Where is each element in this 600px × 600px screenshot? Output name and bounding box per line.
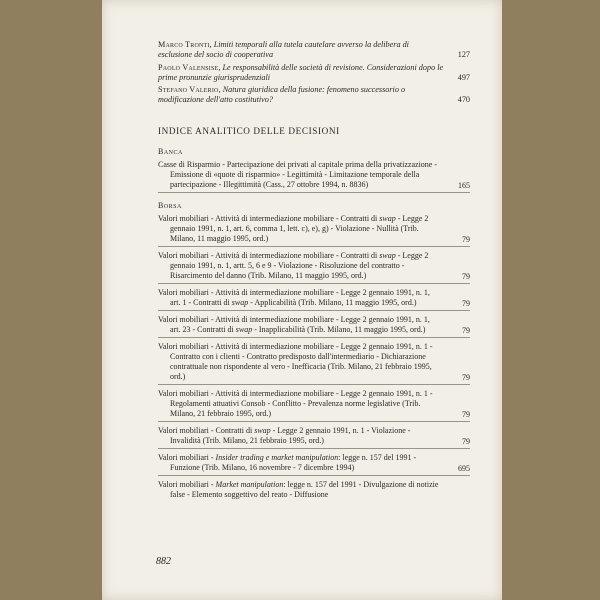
category-heading-banca: Banca <box>158 146 183 156</box>
page-number: 79 <box>462 271 470 281</box>
decision-text: Valori mobiliari - Attività di intermediazione mobiliare - Contratti di <box>158 213 380 223</box>
decision-entry <box>158 426 470 449</box>
author-entry: Stefano Valerio, Natura giuridica della fusione: fenomeno successorio o modificazione dell'atto costitutivo? 470 <box>158 85 470 105</box>
decision-text: - Legge 2 gennaio 1991, n. 1, art. 6, comma 1, lett. c), e), g) - Violazione - Nullità (Trib. Milano, 11 maggio 1995, ord.) <box>170 213 429 243</box>
decision-entry <box>158 342 470 385</box>
decision-italic: Market manipulation <box>215 479 284 489</box>
decision-text: Valori mobiliari - Attività di intermediazione mobiliare - Legge 2 gennaio 1991, n. 1, art. 1 - Contratti di <box>158 287 430 307</box>
decision-text: Valori mobiliari - <box>158 452 216 462</box>
decision-text: : legge n. 157 del 1991 - Divulgazione di notizie false - Elemento soggettivo del reato - Diffusione <box>170 479 439 499</box>
author-name: Marco Tronti <box>158 40 210 49</box>
decision-entry <box>158 315 470 338</box>
decision-text: - Legge 2 gennaio 1991, n. 1 - Violazione - Invalidità (Trib. Milano, 21 febbraio 1995, ord.) <box>170 425 411 445</box>
decision-entry <box>158 453 470 476</box>
decision-italic: Insider trading e market manipulation <box>215 452 339 462</box>
page-number: 79 <box>462 234 470 244</box>
author-title: Limiti temporali alla tutela cautelare avverso la delibera di esclusione del socio di cooperativa <box>158 40 409 60</box>
page-number: 79 <box>462 372 470 382</box>
author-title: Le responsabilità delle società di revisione. Considerazioni dopo le prime pronunzie giurisprudenziali <box>158 62 444 82</box>
page-number: 79 <box>462 409 470 419</box>
author-name: Paolo Valensise <box>158 62 219 72</box>
author-name: Stefano Valerio <box>158 85 219 95</box>
decision-entry <box>158 251 470 284</box>
decision-entry <box>158 214 470 247</box>
page-number: 470 <box>457 95 470 105</box>
category-heading-borsa: Borsa <box>158 200 182 210</box>
book-page <box>102 0 502 600</box>
decision-entry <box>158 480 470 502</box>
page-number: 165 <box>458 180 470 190</box>
decision-italic: swap <box>254 425 271 435</box>
decision-text: Valori mobiliari - Attività di intermediazione mobiliare - Contratti di <box>158 250 380 260</box>
decision-text: : legge n. 157 del 1991 - Funzione (Trib. Milano, 16 novembre - 7 dicembre 1994) <box>170 452 417 472</box>
decision-text: - Legge 2 gennaio 1991, n. 1, artt. 5, 6 e 9 - Violazione - Risoluzione del contratto - Risarcimento del danno (Trib. Milano, 11 maggio 1995, ord.) <box>170 250 429 280</box>
index-title: INDICE ANALITICO DELLE DECISIONI <box>158 125 340 136</box>
author-entry: Marco Tronti, Limiti temporali alla tutela cautelare avverso la delibera di esclusione del socio di cooperativa 127 <box>158 40 470 60</box>
decision-italic: swap <box>379 250 396 260</box>
decision-text: Valori mobiliari - Contratti di <box>158 425 255 435</box>
page-number: 79 <box>462 298 470 308</box>
decision-entry <box>158 288 470 311</box>
decision-text: Valori mobiliari - <box>158 479 216 489</box>
decision-italic: swap <box>231 297 249 307</box>
decision-text: Valori mobiliari - Attività di intermediazione mobiliare - Legge 2 gennaio 1991, n. 1, art. 23 - Contratti di <box>158 314 430 334</box>
decision-italic: swap <box>235 324 253 334</box>
page-content <box>158 40 470 506</box>
decision-text: Casse di Risparmio - Partecipazione dei privati al capitale prima della privatizzazione - Emissione di «quote di risparmio» - Legittimità - Limitazione temporale della partecipazione - Illegittimità (Cass., 27 ottobre 1994, n. 8836) <box>158 159 437 189</box>
decision-italic: swap <box>379 213 396 223</box>
decision-text: Valori mobiliari - Attività di intermediazione mobiliare - Legge 2 gennaio 1991, n. 1 - Regolamenti attuativi Consob - Conflitto - Prevalenza norme legislative (Trib. Milano, 21 febbraio 1995, ord.) <box>158 388 433 418</box>
author-entry: Paolo Valensise, Le responsabilità delle società di revisione. Considerazioni dopo le prime pronunzie giurisprudenziali 497 <box>158 62 470 82</box>
page-number: 695 <box>458 463 470 473</box>
author-title: Natura giuridica della fusione: fenomeno successorio o modificazione dell'atto costitutivo? <box>158 85 406 105</box>
page-number: 497 <box>457 72 470 82</box>
page-number: 79 <box>462 325 470 335</box>
decision-entry <box>158 389 470 422</box>
decision-entry <box>158 160 470 193</box>
page-number: 79 <box>462 436 470 446</box>
page-number: 127 <box>457 50 470 60</box>
decision-text: - Inapplicabilità (Trib. Milano, 11 maggio 1995, ord.) <box>252 324 426 334</box>
decision-text: Valori mobiliari - Attività di intermediazione mobiliare - Legge 2 gennaio 1991, n. 1 - Contratto con i clienti - Contratto predisposto dall'intermediario - Dichiarazione contrattuale non rispondente al vero - Inefficacia (Trib. Milano, 21 febbraio 1995, ord.) <box>158 341 433 381</box>
page-folio: 882 <box>156 556 171 567</box>
decision-text: - Applicabilità (Trib. Milano, 11 maggio 1995, ord.) <box>248 297 417 307</box>
